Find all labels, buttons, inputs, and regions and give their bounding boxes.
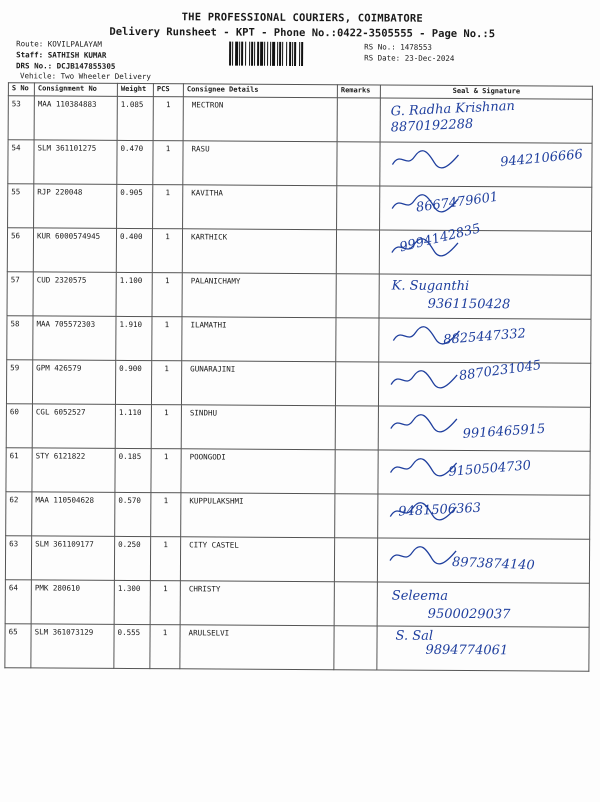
cell-consignee: ILAMATHI — [182, 317, 336, 362]
handwritten-phone: 9894774061 — [425, 642, 509, 659]
cell-sno: 61 — [6, 448, 32, 492]
table-row — [5, 580, 589, 628]
cell-consignment: SLM 361073129 — [31, 624, 114, 669]
cell-pcs: 1 — [152, 273, 182, 317]
cell-weight: 0.185 — [115, 448, 151, 492]
cell-pcs: 1 — [151, 405, 181, 449]
handwritten-phone: 9361150428 — [427, 296, 511, 313]
cell-consignment: CGL 6052527 — [32, 404, 115, 449]
cell-sno: 58 — [7, 316, 33, 360]
cell-signature — [379, 274, 591, 319]
handwritten-phone: 9150504730 — [447, 458, 532, 480]
cell-signature — [379, 221, 591, 275]
cell-consignment: SLM 361109177 — [31, 536, 114, 581]
table-row — [6, 492, 590, 540]
cell-consignee: ARULSELVI — [180, 625, 334, 670]
cell-weight: 0.555 — [114, 624, 150, 668]
cell-remarks — [335, 406, 378, 450]
cell-weight: 1.910 — [116, 316, 152, 360]
cell-remarks — [336, 230, 379, 274]
cell-remarks — [337, 98, 380, 142]
col-weight: Weight — [117, 83, 153, 96]
cell-pcs: 1 — [153, 141, 183, 185]
cell-sno: 57 — [7, 272, 33, 316]
cell-weight: 0.900 — [115, 360, 151, 404]
handwritten-phone: 8825447332 — [442, 326, 527, 348]
cell-sno: 64 — [5, 580, 31, 624]
handwritten-phone: 9994142835 — [398, 221, 483, 256]
handwritten-scribble — [388, 545, 458, 571]
rs-number: RS No.: 1478553 — [364, 42, 432, 52]
handwritten-phone: 9500029037 — [427, 606, 511, 623]
cell-consignment: STY 6121822 — [32, 448, 115, 493]
cell-sno: 60 — [6, 404, 32, 448]
handwritten-phone: 9916465915 — [462, 421, 546, 442]
handwritten-scribble — [389, 413, 459, 439]
table-row — [8, 96, 592, 144]
cell-weight: 0.905 — [117, 184, 153, 228]
cell-consignment: MAA 110504628 — [32, 492, 115, 537]
cell-remarks — [334, 626, 377, 670]
cell-signature — [380, 186, 592, 231]
handwritten-phone: 8870231045 — [458, 358, 543, 384]
rs-info — [364, 41, 454, 64]
cell-remarks — [336, 274, 379, 318]
cell-consignment: PMK 280610 — [31, 580, 114, 625]
cell-signature — [377, 582, 589, 627]
cell-weight: 0.470 — [117, 140, 153, 184]
table-row — [6, 360, 590, 408]
cell-sno: 53 — [8, 96, 34, 140]
cell-signature — [378, 358, 590, 407]
cell-remarks — [337, 186, 380, 230]
cell-sno: 54 — [8, 140, 34, 184]
cell-signature — [380, 98, 592, 143]
cell-remarks — [334, 582, 377, 626]
col-pcs: PCS — [153, 84, 183, 97]
cell-consignee: SINDHU — [181, 405, 335, 450]
cell-pcs: 1 — [151, 361, 181, 405]
cell-consignee: PALANICHAMY — [182, 273, 336, 318]
handwritten-phone: 8973874140 — [451, 554, 535, 574]
cell-sno: 56 — [7, 228, 33, 272]
cell-consignee: KAVITHA — [183, 185, 337, 230]
table-row — [6, 404, 590, 452]
handwritten-phone: 8667479601 — [415, 189, 500, 216]
cell-consignee: KARTHICK — [182, 229, 336, 274]
cell-signature — [378, 406, 590, 451]
table-row — [6, 448, 590, 496]
table-row — [8, 184, 592, 232]
cell-weight: 1.085 — [117, 96, 153, 140]
table-row — [5, 624, 589, 672]
col-sno: S No — [8, 83, 34, 96]
rs-date: RS Date: 23-Dec-2024 — [364, 53, 455, 63]
table-row — [5, 536, 589, 584]
cell-remarks — [335, 362, 378, 406]
cell-pcs: 1 — [150, 537, 180, 581]
handwritten-phone: 9481506363 — [397, 500, 482, 520]
col-remarks: Remarks — [337, 85, 380, 98]
cell-sno: 59 — [6, 360, 32, 404]
cell-weight: 1.110 — [115, 404, 151, 448]
handwritten-signature: K. Suganthi — [391, 278, 470, 295]
route-info — [16, 38, 116, 72]
cell-pcs: 1 — [151, 449, 181, 493]
route: Route: KOVILPALAYAM — [16, 39, 102, 49]
cell-pcs: 1 — [152, 317, 182, 361]
cell-sno: 62 — [6, 492, 32, 536]
cell-weight: 0.400 — [116, 228, 152, 272]
cell-consignment: SLM 361101275 — [34, 140, 117, 185]
document-title: THE PROFESSIONAL COURIERS, COIMBATORE — [181, 11, 424, 25]
cell-pcs: 1 — [152, 229, 182, 273]
col-consignment: Consignment No — [34, 83, 117, 97]
handwritten-scribble — [389, 369, 459, 395]
cell-sno: 65 — [5, 624, 31, 668]
col-consignee: Consignee Details — [183, 84, 337, 98]
cell-pcs: 1 — [153, 97, 183, 141]
handwritten-signature: Seleema — [391, 588, 449, 604]
handwritten-phone: 8870192288 — [390, 116, 474, 136]
handwritten-phone: 9442106666 — [499, 147, 584, 171]
cell-remarks — [334, 538, 377, 582]
cell-consignment: RJP 220048 — [34, 184, 117, 229]
drs-number: DRS No.: DCJB147855305 — [16, 61, 116, 71]
handwritten-signature: S. Sal — [395, 628, 434, 644]
table-row — [7, 272, 591, 320]
delivery-table — [4, 82, 593, 672]
cell-pcs: 1 — [150, 625, 180, 669]
cell-consignee: POONGODI — [181, 449, 335, 494]
cell-signature — [379, 318, 591, 363]
cell-consignment: CUD 2320575 — [33, 272, 116, 317]
cell-sno: 55 — [8, 184, 34, 228]
cell-weight: 0.250 — [114, 536, 150, 580]
cell-sno: 63 — [5, 536, 31, 580]
col-signature: Seal & Signature — [380, 85, 592, 99]
cell-weight: 1.100 — [116, 272, 152, 316]
cell-signature — [377, 626, 589, 671]
cell-consignee: GUNARAJINI — [181, 361, 335, 406]
cell-remarks — [335, 494, 378, 538]
handwritten-scribble — [390, 149, 460, 175]
cell-consignee: CITY CASTEL — [180, 537, 334, 582]
table-row — [7, 228, 591, 276]
cell-consignee: RASU — [183, 141, 337, 186]
cell-signature — [378, 494, 590, 539]
cell-remarks — [336, 318, 379, 362]
cell-pcs: 1 — [150, 581, 180, 625]
cell-remarks — [337, 142, 380, 186]
cell-consignment: MAA 705572303 — [33, 316, 116, 361]
vehicle: Vehicle: Two Wheeler Delivery — [19, 71, 151, 82]
staff: Staff: SATHISH KUMAR — [16, 50, 107, 60]
cell-weight: 0.570 — [115, 492, 151, 536]
cell-consignee: KUPPULAKSHMI — [181, 493, 335, 538]
barcode — [229, 42, 355, 67]
cell-consignment: KUR 6000574945 — [33, 228, 116, 273]
cell-consignment: GPM 426579 — [32, 360, 115, 405]
table-row — [8, 140, 592, 188]
document-subtitle: Delivery Runsheet - KPT - Phone No.:0422-3505555 - Page No.:5 — [109, 25, 496, 41]
cell-signature — [377, 538, 589, 583]
table-row — [7, 316, 591, 364]
cell-signature — [378, 450, 590, 495]
cell-weight: 1.300 — [114, 580, 150, 624]
cell-consignee: MECTRON — [183, 97, 337, 142]
cell-pcs: 1 — [151, 493, 181, 537]
handwritten-signature: G. Radha Krishnan — [390, 98, 516, 120]
cell-remarks — [335, 450, 378, 494]
cell-signature — [380, 142, 592, 187]
cell-consignment: MAA 110384883 — [34, 96, 117, 141]
cell-consignee: CHRISTY — [180, 581, 334, 626]
cell-pcs: 1 — [153, 185, 183, 229]
